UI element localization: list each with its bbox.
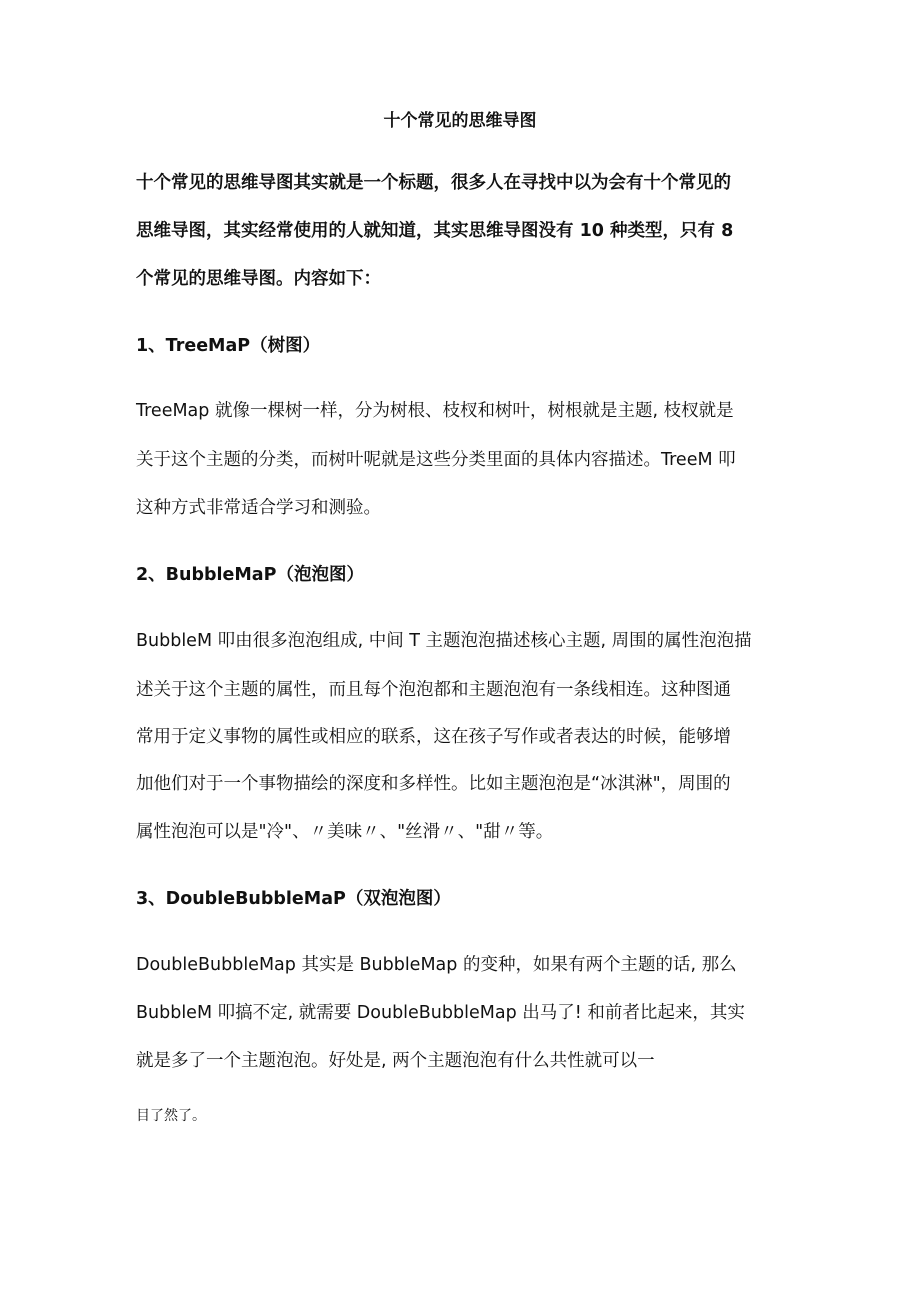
bubblemap-line-3: 常用于定义事物的属性或相应的联系，这在孩子写作或者表达的时候，能够增 [136, 727, 731, 747]
bubblemap-line-1: BubbleM 叩由很多泡泡组成, 中间 T 主题泡泡描述核心主题, 周围的属性泡泡描 [136, 631, 752, 651]
intro-line-1: 十个常见的思维导图其实就是一个标题，很多人在寻找中以为会有十个常见的 [136, 173, 731, 193]
doublebubblemap-line-1: DoubleBubbleMap 其实是 BubbleMap 的变种，如果有两个主题的话, 那么 [136, 955, 737, 975]
document-title: 十个常见的思维导图 [383, 111, 537, 131]
doublebubblemap-trailing-line: 目了然了。 [136, 1108, 206, 1124]
section-heading-doublebubblemap: 3、DoubleBubbleMaP（双泡泡图） [136, 889, 451, 909]
bubblemap-line-2: 述关于这个主题的属性，而且每个泡泡都和主题泡泡有一条线相连。这种图通 [136, 680, 731, 700]
section-heading-treemap: 1、TreeMaP（树图） [136, 336, 321, 356]
intro-line-2: 思维导图，其实经常使用的人就知道，其实思维导图没有 10 种类型，只有 8 [136, 221, 734, 241]
section-heading-bubblemap: 2、BubbleMaP（泡泡图） [136, 565, 364, 585]
intro-line-3: 个常见的思维导图。内容如下： [136, 269, 381, 289]
bubblemap-line-5: 属性泡泡可以是"冷"、〃美味〃、"丝滑〃、"甜〃等。 [136, 822, 554, 842]
bubblemap-line-4: 加他们对于一个事物描绘的深度和多样性。比如主题泡泡是“冰淇淋"，周围的 [136, 774, 731, 794]
doublebubblemap-line-2: BubbleM 叩搞不定, 就需要 DoubleBubbleMap 出马了! 和前者比起来，其实 [136, 1003, 745, 1023]
treemap-line-1: TreeMap 就像一棵树一样，分为树根、枝杈和树叶，树根就是主题, 枝杈就是 [136, 401, 734, 421]
treemap-line-3: 这种方式非常适合学习和测验。 [136, 498, 381, 518]
treemap-line-2: 关于这个主题的分类，而树叶呢就是这些分类里面的具体内容描述。TreeM 叩 [136, 450, 736, 470]
doublebubblemap-line-3: 就是多了一个主题泡泡。好处是, 两个主题泡泡有什么共性就可以一 [136, 1051, 655, 1071]
